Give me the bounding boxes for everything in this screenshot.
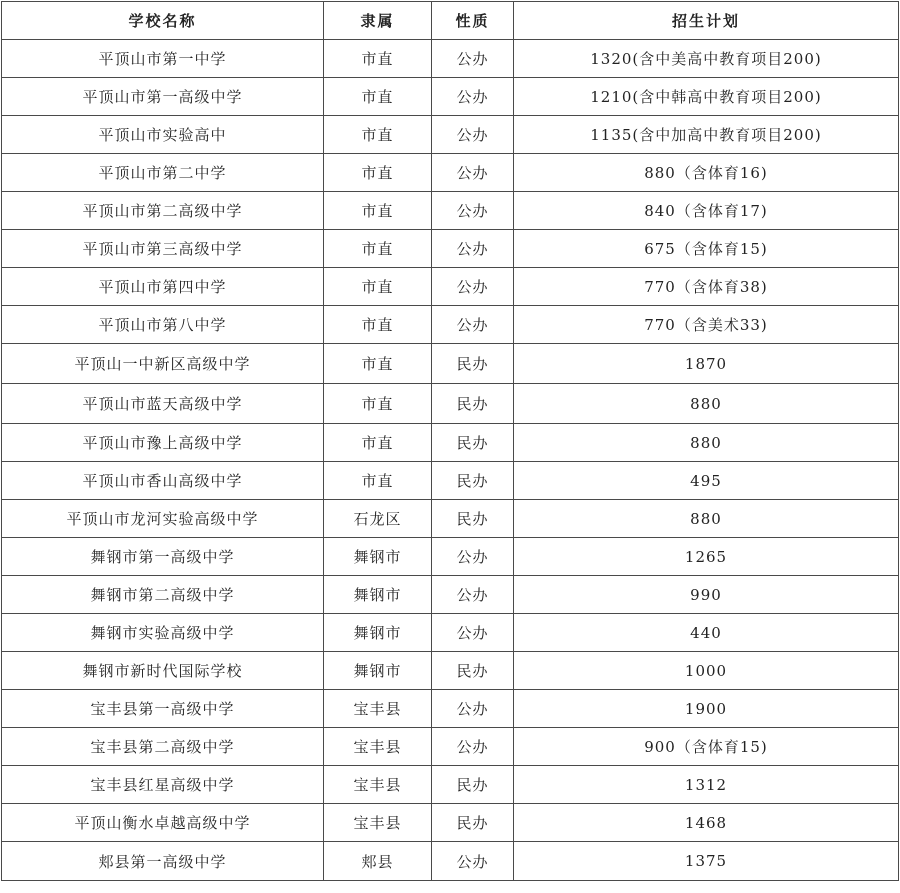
plan-cell: 440 [514,614,899,652]
table-row [2,576,899,614]
plan-cell: 1312 [514,766,899,804]
school-name-cell: 平顶山市蓝天高级中学 [2,384,324,424]
affiliation-cell: 郏县 [324,842,432,881]
table-row [2,462,899,500]
plan-cell: 675（含体育15) [514,230,899,268]
school-name-cell: 平顶山市第二中学 [2,154,324,192]
school-name-cell: 平顶山市第一高级中学 [2,78,324,116]
table-row [2,344,899,384]
table-row [2,804,899,842]
table-row [2,192,899,230]
nature-cell: 民办 [432,462,514,500]
affiliation-cell: 宝丰县 [324,766,432,804]
table-row [2,614,899,652]
school-name-cell: 平顶山市豫上高级中学 [2,424,324,462]
nature-cell: 民办 [432,652,514,690]
school-name-cell: 平顶山一中新区高级中学 [2,344,324,384]
nature-cell: 公办 [432,116,514,154]
school-name-cell: 舞钢市第二高级中学 [2,576,324,614]
school-name-cell: 宝丰县第二高级中学 [2,728,324,766]
table-row [2,538,899,576]
plan-cell: 880 [514,424,899,462]
plan-cell: 1135(含中加高中教育项目200) [514,116,899,154]
nature-cell: 公办 [432,576,514,614]
nature-cell: 公办 [432,154,514,192]
nature-cell: 公办 [432,230,514,268]
school-name-cell: 宝丰县红星高级中学 [2,766,324,804]
nature-cell: 民办 [432,424,514,462]
plan-cell: 495 [514,462,899,500]
school-name-cell: 平顶山市第四中学 [2,268,324,306]
nature-cell: 公办 [432,690,514,728]
table-row [2,40,899,78]
table-row [2,424,899,462]
nature-cell: 民办 [432,804,514,842]
nature-cell: 公办 [432,306,514,344]
plan-cell: 1210(含中韩高中教育项目200) [514,78,899,116]
affiliation-cell: 市直 [324,462,432,500]
plan-cell: 1320(含中美高中教育项目200) [514,40,899,78]
affiliation-cell: 市直 [324,268,432,306]
plan-cell: 1265 [514,538,899,576]
affiliation-cell: 宝丰县 [324,728,432,766]
affiliation-cell: 市直 [324,306,432,344]
plan-cell: 1375 [514,842,899,881]
table-row [2,690,899,728]
plan-cell: 990 [514,576,899,614]
plan-cell: 880 [514,384,899,424]
nature-cell: 民办 [432,766,514,804]
affiliation-cell: 市直 [324,344,432,384]
affiliation-cell: 市直 [324,78,432,116]
plan-cell: 880 [514,500,899,538]
affiliation-cell: 市直 [324,424,432,462]
nature-cell: 民办 [432,344,514,384]
school-name-cell: 舞钢市实验高级中学 [2,614,324,652]
school-name-cell: 平顶山市龙河实验高级中学 [2,500,324,538]
table-row [2,384,899,424]
school-name-cell: 平顶山市实验高中 [2,116,324,154]
enrollment-plan-table [1,1,899,881]
affiliation-cell: 舞钢市 [324,652,432,690]
affiliation-cell: 市直 [324,384,432,424]
nature-cell: 民办 [432,500,514,538]
nature-cell: 民办 [432,384,514,424]
table-row [2,230,899,268]
table-row [2,728,899,766]
plan-cell: 880（含体育16) [514,154,899,192]
affiliation-cell: 宝丰县 [324,690,432,728]
header-row [2,2,899,40]
school-name-cell: 平顶山市第三高级中学 [2,230,324,268]
header-enrollment-plan: 招生计划 [514,2,899,40]
nature-cell: 公办 [432,78,514,116]
affiliation-cell: 市直 [324,192,432,230]
table-row [2,78,899,116]
school-name-cell: 平顶山市第八中学 [2,306,324,344]
nature-cell: 公办 [432,268,514,306]
affiliation-cell: 舞钢市 [324,538,432,576]
school-name-cell: 郏县第一高级中学 [2,842,324,881]
plan-cell: 770（含体育38) [514,268,899,306]
nature-cell: 公办 [432,728,514,766]
affiliation-cell: 舞钢市 [324,614,432,652]
table-row [2,116,899,154]
table-row [2,500,899,538]
school-name-cell: 宝丰县第一高级中学 [2,690,324,728]
nature-cell: 公办 [432,842,514,881]
nature-cell: 公办 [432,538,514,576]
plan-cell: 1900 [514,690,899,728]
affiliation-cell: 市直 [324,116,432,154]
header-affiliation: 隶属 [324,2,432,40]
school-name-cell: 舞钢市第一高级中学 [2,538,324,576]
plan-cell: 1000 [514,652,899,690]
affiliation-cell: 市直 [324,40,432,78]
school-name-cell: 平顶山市第一中学 [2,40,324,78]
table-row [2,652,899,690]
affiliation-cell: 市直 [324,230,432,268]
school-name-cell: 平顶山市第二高级中学 [2,192,324,230]
table-row [2,154,899,192]
affiliation-cell: 宝丰县 [324,804,432,842]
nature-cell: 公办 [432,614,514,652]
plan-cell: 1468 [514,804,899,842]
affiliation-cell: 石龙区 [324,500,432,538]
school-name-cell: 舞钢市新时代国际学校 [2,652,324,690]
plan-cell: 1870 [514,344,899,384]
plan-cell: 900（含体育15) [514,728,899,766]
header-nature: 性质 [432,2,514,40]
table-row [2,306,899,344]
plan-cell: 840（含体育17) [514,192,899,230]
table-row [2,766,899,804]
table-row [2,842,899,881]
school-name-cell: 平顶山衡水卓越高级中学 [2,804,324,842]
affiliation-cell: 市直 [324,154,432,192]
header-school-name: 学校名称 [2,2,324,40]
affiliation-cell: 舞钢市 [324,576,432,614]
plan-cell: 770（含美术33) [514,306,899,344]
nature-cell: 公办 [432,40,514,78]
school-name-cell: 平顶山市香山高级中学 [2,462,324,500]
table-row [2,268,899,306]
nature-cell: 公办 [432,192,514,230]
